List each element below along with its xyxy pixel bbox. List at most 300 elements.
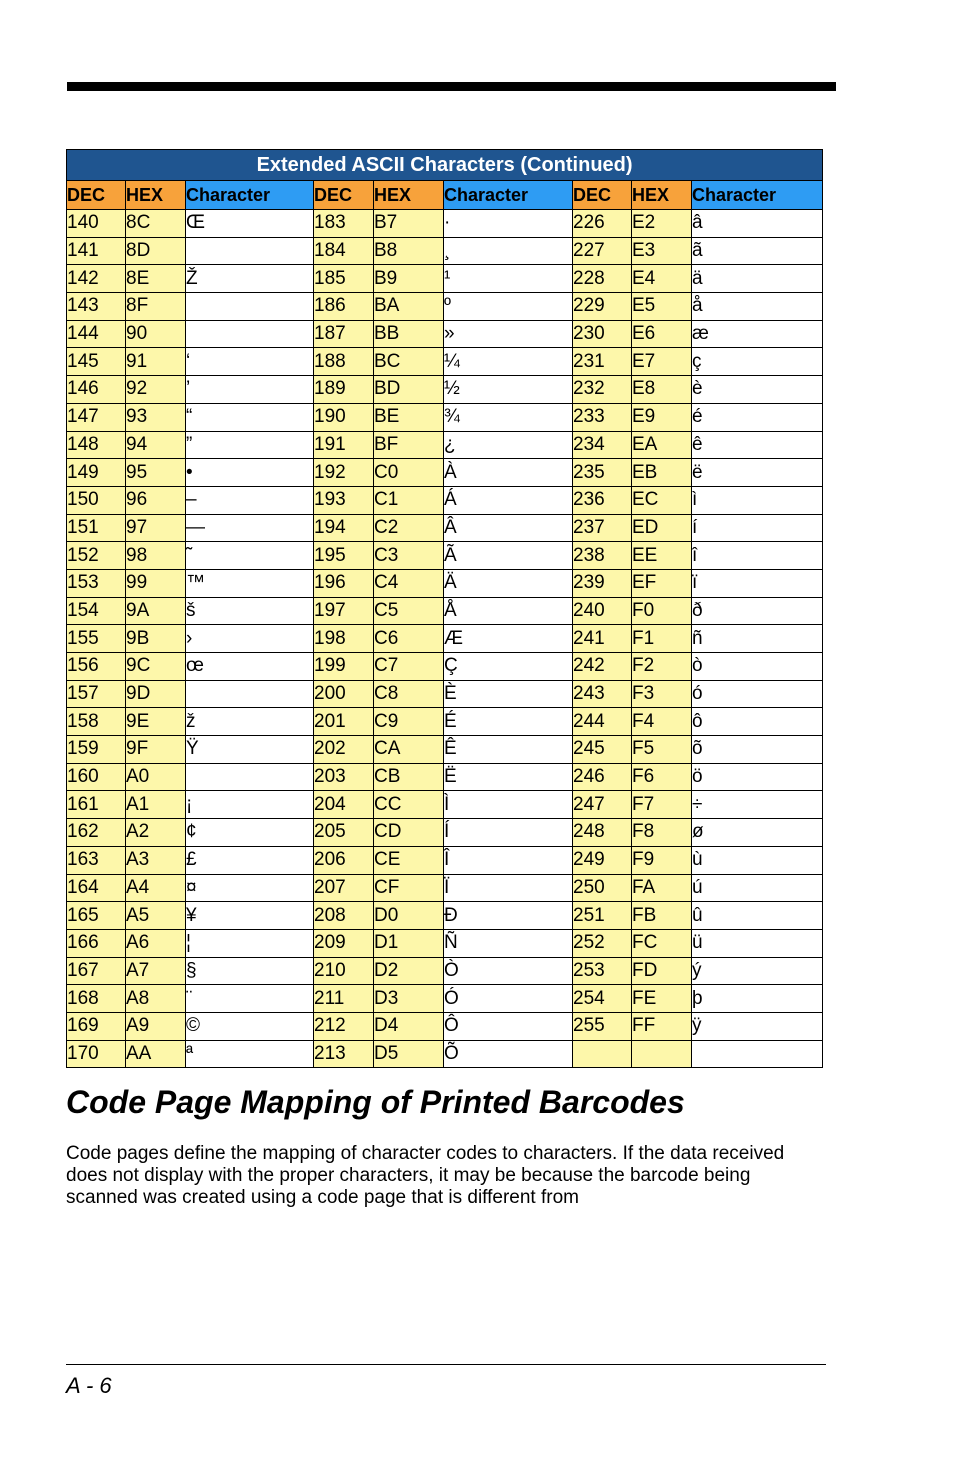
table-row <box>67 597 823 625</box>
dec-cell: 231 <box>573 348 632 376</box>
hex-cell: F8 <box>632 819 692 847</box>
hex-cell: E5 <box>632 293 692 321</box>
character-cell: ÷ <box>692 791 823 819</box>
dec-cell: 167 <box>67 957 126 985</box>
character-cell: Â <box>444 514 573 542</box>
character-cell: ¢ <box>186 819 314 847</box>
header-dec: DEC <box>67 181 126 210</box>
hex-cell: 8E <box>126 265 186 293</box>
dec-cell: 188 <box>314 348 374 376</box>
character-cell: ì <box>692 486 823 514</box>
hex-cell: C7 <box>374 653 444 681</box>
table-row <box>67 902 823 930</box>
dec-cell: 140 <box>67 210 126 238</box>
hex-cell: BD <box>374 376 444 404</box>
header-hex: HEX <box>632 181 692 210</box>
dec-cell: 183 <box>314 210 374 238</box>
character-cell <box>186 237 314 265</box>
character-cell: Î <box>444 846 573 874</box>
dec-cell: 212 <box>314 1012 374 1040</box>
character-cell: Å <box>444 597 573 625</box>
hex-cell: E3 <box>632 237 692 265</box>
dec-cell: 254 <box>573 985 632 1013</box>
character-cell: â <box>692 210 823 238</box>
character-cell: Ÿ <box>186 736 314 764</box>
hex-cell: F7 <box>632 791 692 819</box>
dec-cell: 166 <box>67 929 126 957</box>
dec-cell: 204 <box>314 791 374 819</box>
table-row <box>67 791 823 819</box>
dec-cell: 210 <box>314 957 374 985</box>
dec-cell: 159 <box>67 736 126 764</box>
dec-cell: 227 <box>573 237 632 265</box>
hex-cell: EC <box>632 486 692 514</box>
extended-ascii-table <box>66 149 823 1068</box>
dec-cell: 237 <box>573 514 632 542</box>
character-cell: Ç <box>444 653 573 681</box>
dec-cell: 143 <box>67 293 126 321</box>
dec-cell: 207 <box>314 874 374 902</box>
dec-cell: 148 <box>67 431 126 459</box>
character-cell: · <box>444 210 573 238</box>
character-cell: • <box>186 459 314 487</box>
dec-cell: 195 <box>314 542 374 570</box>
hex-cell: 95 <box>126 459 186 487</box>
dec-cell: 235 <box>573 459 632 487</box>
character-cell: © <box>186 1012 314 1040</box>
character-cell: “ <box>186 403 314 431</box>
character-cell: ø <box>692 819 823 847</box>
hex-cell: F9 <box>632 846 692 874</box>
table-row <box>67 210 823 238</box>
character-cell: õ <box>692 736 823 764</box>
dec-cell: 170 <box>67 1040 126 1068</box>
hex-cell: C5 <box>374 597 444 625</box>
dec-cell: 157 <box>67 680 126 708</box>
character-cell <box>692 1040 823 1068</box>
hex-cell: 98 <box>126 542 186 570</box>
table-body <box>67 210 823 1068</box>
hex-cell: D2 <box>374 957 444 985</box>
dec-cell: 201 <box>314 708 374 736</box>
dec-cell: 161 <box>67 791 126 819</box>
hex-cell: EB <box>632 459 692 487</box>
dec-cell: 250 <box>573 874 632 902</box>
hex-cell: FC <box>632 929 692 957</box>
table-row <box>67 846 823 874</box>
hex-cell: BA <box>374 293 444 321</box>
hex-cell: C3 <box>374 542 444 570</box>
dec-cell: 186 <box>314 293 374 321</box>
dec-cell: 191 <box>314 431 374 459</box>
hex-cell: A8 <box>126 985 186 1013</box>
hex-cell: C2 <box>374 514 444 542</box>
hex-cell: EF <box>632 569 692 597</box>
character-cell: ˜ <box>186 542 314 570</box>
table-row <box>67 985 823 1013</box>
hex-cell: 91 <box>126 348 186 376</box>
character-cell <box>186 680 314 708</box>
hex-cell: 96 <box>126 486 186 514</box>
hex-cell: FB <box>632 902 692 930</box>
character-cell: Ì <box>444 791 573 819</box>
character-cell: º <box>444 293 573 321</box>
character-cell: » <box>444 320 573 348</box>
hex-cell: 9E <box>126 708 186 736</box>
character-cell: ¿ <box>444 431 573 459</box>
character-cell: Ô <box>444 1012 573 1040</box>
character-cell: é <box>692 403 823 431</box>
table-row <box>67 653 823 681</box>
hex-cell: CA <box>374 736 444 764</box>
character-cell: ô <box>692 708 823 736</box>
dec-cell: 158 <box>67 708 126 736</box>
table-row <box>67 736 823 764</box>
hex-cell: A3 <box>126 846 186 874</box>
dec-cell: 149 <box>67 459 126 487</box>
dec-cell: 247 <box>573 791 632 819</box>
bottom-rule <box>66 1364 826 1365</box>
character-cell: ¤ <box>186 874 314 902</box>
character-cell: ý <box>692 957 823 985</box>
hex-cell: D1 <box>374 929 444 957</box>
dec-cell: 202 <box>314 736 374 764</box>
character-cell: ª <box>186 1040 314 1068</box>
hex-cell: FD <box>632 957 692 985</box>
hex-cell: E7 <box>632 348 692 376</box>
dec-cell: 165 <box>67 902 126 930</box>
character-cell: ä <box>692 265 823 293</box>
dec-cell: 232 <box>573 376 632 404</box>
dec-cell: 187 <box>314 320 374 348</box>
character-cell: É <box>444 708 573 736</box>
header-hex: HEX <box>374 181 444 210</box>
dec-cell: 213 <box>314 1040 374 1068</box>
character-cell <box>186 293 314 321</box>
hex-cell: D3 <box>374 985 444 1013</box>
hex-cell: F0 <box>632 597 692 625</box>
table-row <box>67 625 823 653</box>
character-cell: Ñ <box>444 929 573 957</box>
dec-cell: 193 <box>314 486 374 514</box>
character-cell: ™ <box>186 569 314 597</box>
hex-cell: A1 <box>126 791 186 819</box>
character-cell: ü <box>692 929 823 957</box>
hex-cell: F1 <box>632 625 692 653</box>
character-cell <box>186 763 314 791</box>
table-row <box>67 763 823 791</box>
character-cell: À <box>444 459 573 487</box>
character-cell: š <box>186 597 314 625</box>
hex-cell: C1 <box>374 486 444 514</box>
character-cell: î <box>692 542 823 570</box>
character-cell: £ <box>186 846 314 874</box>
character-cell: Á <box>444 486 573 514</box>
hex-cell: EA <box>632 431 692 459</box>
dec-cell: 156 <box>67 653 126 681</box>
hex-cell: 9B <box>126 625 186 653</box>
hex-cell: D5 <box>374 1040 444 1068</box>
hex-cell: C8 <box>374 680 444 708</box>
dec-cell: 141 <box>67 237 126 265</box>
table-row <box>67 708 823 736</box>
dec-cell: 226 <box>573 210 632 238</box>
character-cell <box>186 320 314 348</box>
dec-cell: 147 <box>67 403 126 431</box>
hex-cell: A4 <box>126 874 186 902</box>
character-cell: ö <box>692 763 823 791</box>
dec-cell: 243 <box>573 680 632 708</box>
hex-cell: C9 <box>374 708 444 736</box>
dec-cell: 196 <box>314 569 374 597</box>
dec-cell: 189 <box>314 376 374 404</box>
character-cell: ž <box>186 708 314 736</box>
dec-cell: 155 <box>67 625 126 653</box>
dec-cell: 199 <box>314 653 374 681</box>
dec-cell: 209 <box>314 929 374 957</box>
dec-cell: 197 <box>314 597 374 625</box>
dec-cell: 142 <box>67 265 126 293</box>
hex-cell: FE <box>632 985 692 1013</box>
dec-cell: 239 <box>573 569 632 597</box>
character-cell: Ë <box>444 763 573 791</box>
hex-cell: 8D <box>126 237 186 265</box>
table-row <box>67 459 823 487</box>
hex-cell: F3 <box>632 680 692 708</box>
table-row <box>67 293 823 321</box>
character-cell: Œ <box>186 210 314 238</box>
character-cell: Ã <box>444 542 573 570</box>
character-cell: ó <box>692 680 823 708</box>
dec-cell: 150 <box>67 486 126 514</box>
dec-cell: 160 <box>67 763 126 791</box>
character-cell: ½ <box>444 376 573 404</box>
hex-cell: 94 <box>126 431 186 459</box>
dec-cell: 244 <box>573 708 632 736</box>
character-cell: è <box>692 376 823 404</box>
character-cell: ¨ <box>186 985 314 1013</box>
character-cell: Ò <box>444 957 573 985</box>
character-cell: ¦ <box>186 929 314 957</box>
hex-cell: 97 <box>126 514 186 542</box>
character-cell: ò <box>692 653 823 681</box>
table-row <box>67 680 823 708</box>
table-row <box>67 348 823 376</box>
hex-cell: CF <box>374 874 444 902</box>
hex-cell: CE <box>374 846 444 874</box>
table-row <box>67 957 823 985</box>
hex-cell: CD <box>374 819 444 847</box>
hex-cell: 93 <box>126 403 186 431</box>
dec-cell: 184 <box>314 237 374 265</box>
hex-cell: B9 <box>374 265 444 293</box>
header-dec: DEC <box>314 181 374 210</box>
dec-cell: 255 <box>573 1012 632 1040</box>
hex-cell: 9C <box>126 653 186 681</box>
character-cell: Ä <box>444 569 573 597</box>
character-cell: ’ <box>186 376 314 404</box>
top-rule <box>67 82 836 91</box>
hex-cell: E8 <box>632 376 692 404</box>
character-cell: ¾ <box>444 403 573 431</box>
character-cell: Æ <box>444 625 573 653</box>
dec-cell: 236 <box>573 486 632 514</box>
hex-cell: CC <box>374 791 444 819</box>
character-cell: û <box>692 902 823 930</box>
hex-cell: ED <box>632 514 692 542</box>
hex-cell: F4 <box>632 708 692 736</box>
dec-cell: 200 <box>314 680 374 708</box>
dec-cell: 198 <box>314 625 374 653</box>
character-cell: Í <box>444 819 573 847</box>
hex-cell: E9 <box>632 403 692 431</box>
hex-cell: 8F <box>126 293 186 321</box>
dec-cell: 242 <box>573 653 632 681</box>
hex-cell: F6 <box>632 763 692 791</box>
dec-cell: 233 <box>573 403 632 431</box>
hex-cell: 9A <box>126 597 186 625</box>
character-cell: ë <box>692 459 823 487</box>
hex-cell: C6 <box>374 625 444 653</box>
hex-cell: E6 <box>632 320 692 348</box>
character-cell: Ó <box>444 985 573 1013</box>
hex-cell: A7 <box>126 957 186 985</box>
dec-cell: 206 <box>314 846 374 874</box>
hex-cell: BF <box>374 431 444 459</box>
body-paragraph: Code pages define the mapping of character codes to characters. If the data received does not display with the proper characters, it may be because the barcode being scanned was created using a code page that is different from <box>66 1143 785 1208</box>
dec-cell: 162 <box>67 819 126 847</box>
character-cell: – <box>186 486 314 514</box>
dec-cell: 246 <box>573 763 632 791</box>
character-cell: § <box>186 957 314 985</box>
hex-cell: BC <box>374 348 444 376</box>
hex-cell: C4 <box>374 569 444 597</box>
dec-cell: 154 <box>67 597 126 625</box>
hex-cell: B8 <box>374 237 444 265</box>
character-cell: ” <box>186 431 314 459</box>
hex-cell: EE <box>632 542 692 570</box>
character-cell: ÿ <box>692 1012 823 1040</box>
character-cell: ê <box>692 431 823 459</box>
dec-cell: 230 <box>573 320 632 348</box>
header-character: Character <box>186 181 314 210</box>
character-cell: ç <box>692 348 823 376</box>
header-dec: DEC <box>573 181 632 210</box>
dec-cell: 163 <box>67 846 126 874</box>
hex-cell: FA <box>632 874 692 902</box>
hex-cell <box>632 1040 692 1068</box>
hex-cell: A9 <box>126 1012 186 1040</box>
hex-cell: A5 <box>126 902 186 930</box>
dec-cell: 153 <box>67 569 126 597</box>
hex-cell: BB <box>374 320 444 348</box>
hex-cell: 99 <box>126 569 186 597</box>
dec-cell: 203 <box>314 763 374 791</box>
character-cell: — <box>186 514 314 542</box>
character-cell: ã <box>692 237 823 265</box>
hex-cell: F2 <box>632 653 692 681</box>
character-cell: ñ <box>692 625 823 653</box>
dec-cell: 151 <box>67 514 126 542</box>
hex-cell: A6 <box>126 929 186 957</box>
character-cell: Ê <box>444 736 573 764</box>
character-cell: Õ <box>444 1040 573 1068</box>
dec-cell: 252 <box>573 929 632 957</box>
table-title: Extended ASCII Characters (Continued) <box>67 150 823 181</box>
dec-cell: 168 <box>67 985 126 1013</box>
header-hex: HEX <box>126 181 186 210</box>
hex-cell: A0 <box>126 763 186 791</box>
table-row <box>67 403 823 431</box>
dec-cell: 208 <box>314 902 374 930</box>
page-number: A - 6 <box>66 1373 112 1398</box>
dec-cell: 145 <box>67 348 126 376</box>
hex-cell: 90 <box>126 320 186 348</box>
hex-cell: A2 <box>126 819 186 847</box>
character-cell: í <box>692 514 823 542</box>
hex-cell: F5 <box>632 736 692 764</box>
dec-cell: 211 <box>314 985 374 1013</box>
character-cell: Ï <box>444 874 573 902</box>
character-cell: ï <box>692 569 823 597</box>
table-row <box>67 320 823 348</box>
character-cell: æ <box>692 320 823 348</box>
table-row <box>67 569 823 597</box>
table-row <box>67 265 823 293</box>
table-row <box>67 431 823 459</box>
dec-cell: 169 <box>67 1012 126 1040</box>
character-cell: å <box>692 293 823 321</box>
hex-cell: AA <box>126 1040 186 1068</box>
hex-cell: E2 <box>632 210 692 238</box>
hex-cell: D4 <box>374 1012 444 1040</box>
character-cell: › <box>186 625 314 653</box>
hex-cell: C0 <box>374 459 444 487</box>
character-cell: ¸ <box>444 237 573 265</box>
table-row <box>67 542 823 570</box>
hex-cell: 9D <box>126 680 186 708</box>
dec-cell: 185 <box>314 265 374 293</box>
dec-cell: 152 <box>67 542 126 570</box>
hex-cell: 8C <box>126 210 186 238</box>
dec-cell: 192 <box>314 459 374 487</box>
dec-cell: 249 <box>573 846 632 874</box>
dec-cell: 194 <box>314 514 374 542</box>
table-row <box>67 486 823 514</box>
hex-cell: CB <box>374 763 444 791</box>
character-cell: œ <box>186 653 314 681</box>
hex-cell: E4 <box>632 265 692 293</box>
character-cell: ù <box>692 846 823 874</box>
dec-cell: 238 <box>573 542 632 570</box>
header-character: Character <box>692 181 823 210</box>
character-cell: ¹ <box>444 265 573 293</box>
hex-cell: D0 <box>374 902 444 930</box>
table-row <box>67 514 823 542</box>
hex-cell: 9F <box>126 736 186 764</box>
dec-cell: 240 <box>573 597 632 625</box>
hex-cell: 92 <box>126 376 186 404</box>
character-cell: Ž <box>186 265 314 293</box>
header-character: Character <box>444 181 573 210</box>
hex-cell: FF <box>632 1012 692 1040</box>
character-cell: ð <box>692 597 823 625</box>
dec-cell: 228 <box>573 265 632 293</box>
character-cell: ¥ <box>186 902 314 930</box>
table-row <box>67 1012 823 1040</box>
dec-cell: 205 <box>314 819 374 847</box>
character-cell: þ <box>692 985 823 1013</box>
